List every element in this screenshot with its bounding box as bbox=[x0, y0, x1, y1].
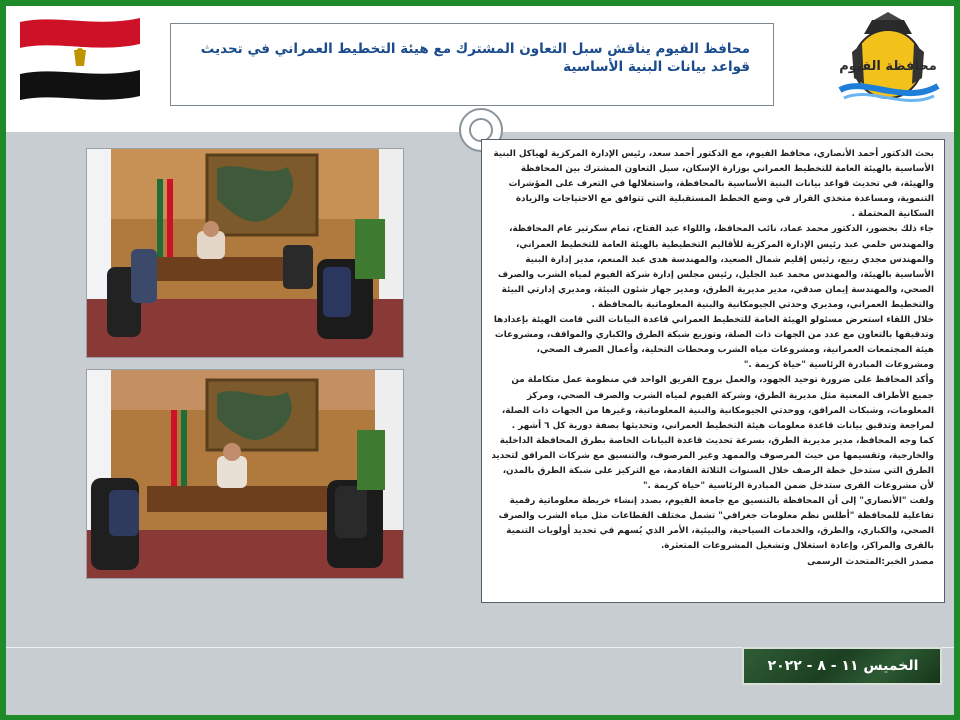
article-body bbox=[490, 147, 934, 595]
article-paragraph-4: وأكد المحافظ على ضرورة توحيد الجهود، والعمل بروح الفريق الواحد في منظومة عمل متكاملة من جميع الأطراف المعنية مثل مديرية الطرق، وشركة الفيوم لمياه الشرب والصرف الصحي، ومركز المعلومات، وشبكات المرافق، ووحدتي الجيومكانية والبنية المعلوماتية، وغيرها من الجهات ذات الصلة، لمراجعة وتدقيق بيانات قاعدة معلومات هيئة التخطيط العمراني، وتحديثها بصفة دورية كل ٦ أشهر . bbox=[501, 375, 934, 431]
article-paragraph-3: خلال اللقاء استعرض مسئولو الهيئة العامة للتخطيط العمراني قاعدة البيانات التي قامت الهيئة بإعدادها وتدقيقها بالتعاون مع عدد من الجهات ذات الصلة، وتوزيع شبكة الطرق والكباري والمواقف، ومشروعات هيئة المجتمعات العمرانية، ومشروعات مياه الشرب ومحطات التحلية، وأعمال الصرف الصحي، ومشروعات المبادرة الرئاسية "حياة كريمة ." bbox=[493, 315, 934, 371]
article-paragraph-6: ولفت "الأنصاري" إلى أن المحافظة بالتنسيق مع جامعة الفيوم، بصدد إنشاء خريطة معلوماتية رقمية تفاعلية للمحافظة "أطلس نظم معلومات جغرافي" تشمل مختلف القطاعات مثل مياه الشرب والصرف الصحي، والكباري، والطرق، والخدمات السياحية، والبيئية، الأمر الذي يُسهم في تحديد أولويات التنمية بالقرى والمراكز، وإعادة استغلال وتشغيل المشروعات المتعثرة. bbox=[498, 496, 934, 552]
article-source: مصدر الخبر:المتحدث الرسمى bbox=[807, 556, 934, 567]
logo-text: محافظة الفيوم bbox=[839, 59, 937, 74]
article-paragraph-5: كما وجه المحافظ، مدير مديرية الطرق، بسرعة تحديث قاعدة البيانات الخاصة بطرق المحافظة الداخلية والخارجية، وتقسيمها من حيث المرصوف والممهد وغير المرصوف، والتنسيق مع شركات المرافق لتحديد الطرق التي ستدخل خطة الرصف خلال السنوات الثلاثة القادمة، مع التركيز على شبكة الطرق بالمدن، لأن مشروعات القرى ستدخل ضمن المبادرة الرئاسية "حياة كريمة ." bbox=[491, 435, 934, 492]
article-paragraph-2: جاء ذلك بحضور، الدكتور محمد عماد، نائب المحافظ، واللواء عبد الفتاح، تمام سكرتير عام المحافظة، والمهندس حلمي عبد رئيس الإدارة المركزية للأقاليم التخطيطية بالهيئة العامة للتخطيط العمراني، والمهندس مجدي ربيع، رئيس إقليم شمال الصعيد، والمهندسة هدى عبد المنعم، مدير إدارة البنية الأساسية بالهيئة، والمهندس محمد عبد الجليل، رئيس مجلس إدارة شركة الفيوم لمياه الشرب والصرف الصحي، والمهندسة إيمان صدقي، مدير مديرية الطرق، ومدير جهاز شئون البيئة، ومديري إدارتي البيئة والتخطيط العمراني، ومديري وحدتي الجيومكانية والبنية المعلوماتية بالمحافظة . bbox=[497, 224, 934, 310]
meeting-photo-2 bbox=[86, 369, 404, 579]
fayoum-logo-icon bbox=[834, 12, 942, 104]
article-paragraph-1: بحث الدكتور أحمد الأنصاري، محافظ الفيوم، مع الدكتور أحمد سعد، رئيس الإدارة المركزية لهياكل البنية الأساسية بالهيئة العامة للتخطيط العمراني بوزارة الإسكان، سبل التعاون المشترك بين المحافظة والهيئة، في تحديث قواعد بيانات البنية الأساسية بالمحافظة، واستغلالها في التعرف على المؤشرات التنموية، ومساعدة متخذي القرار في وضع الخطط المستقبلية التي تتوافق مع الاحتياجات والزيادة السكانية المحتملة . bbox=[493, 149, 934, 220]
meeting-photo-1 bbox=[86, 148, 404, 358]
page-title: محافظ الفيوم يناقش سبل التعاون المشترك مع هيئة التخطيط العمراني في تحديث قواعد بيانات البنية الأساسية bbox=[200, 41, 750, 75]
date-label: الخميس ١١ - ٨ - ٢٠٢٢ bbox=[767, 658, 919, 674]
egypt-flag-icon bbox=[16, 12, 144, 100]
